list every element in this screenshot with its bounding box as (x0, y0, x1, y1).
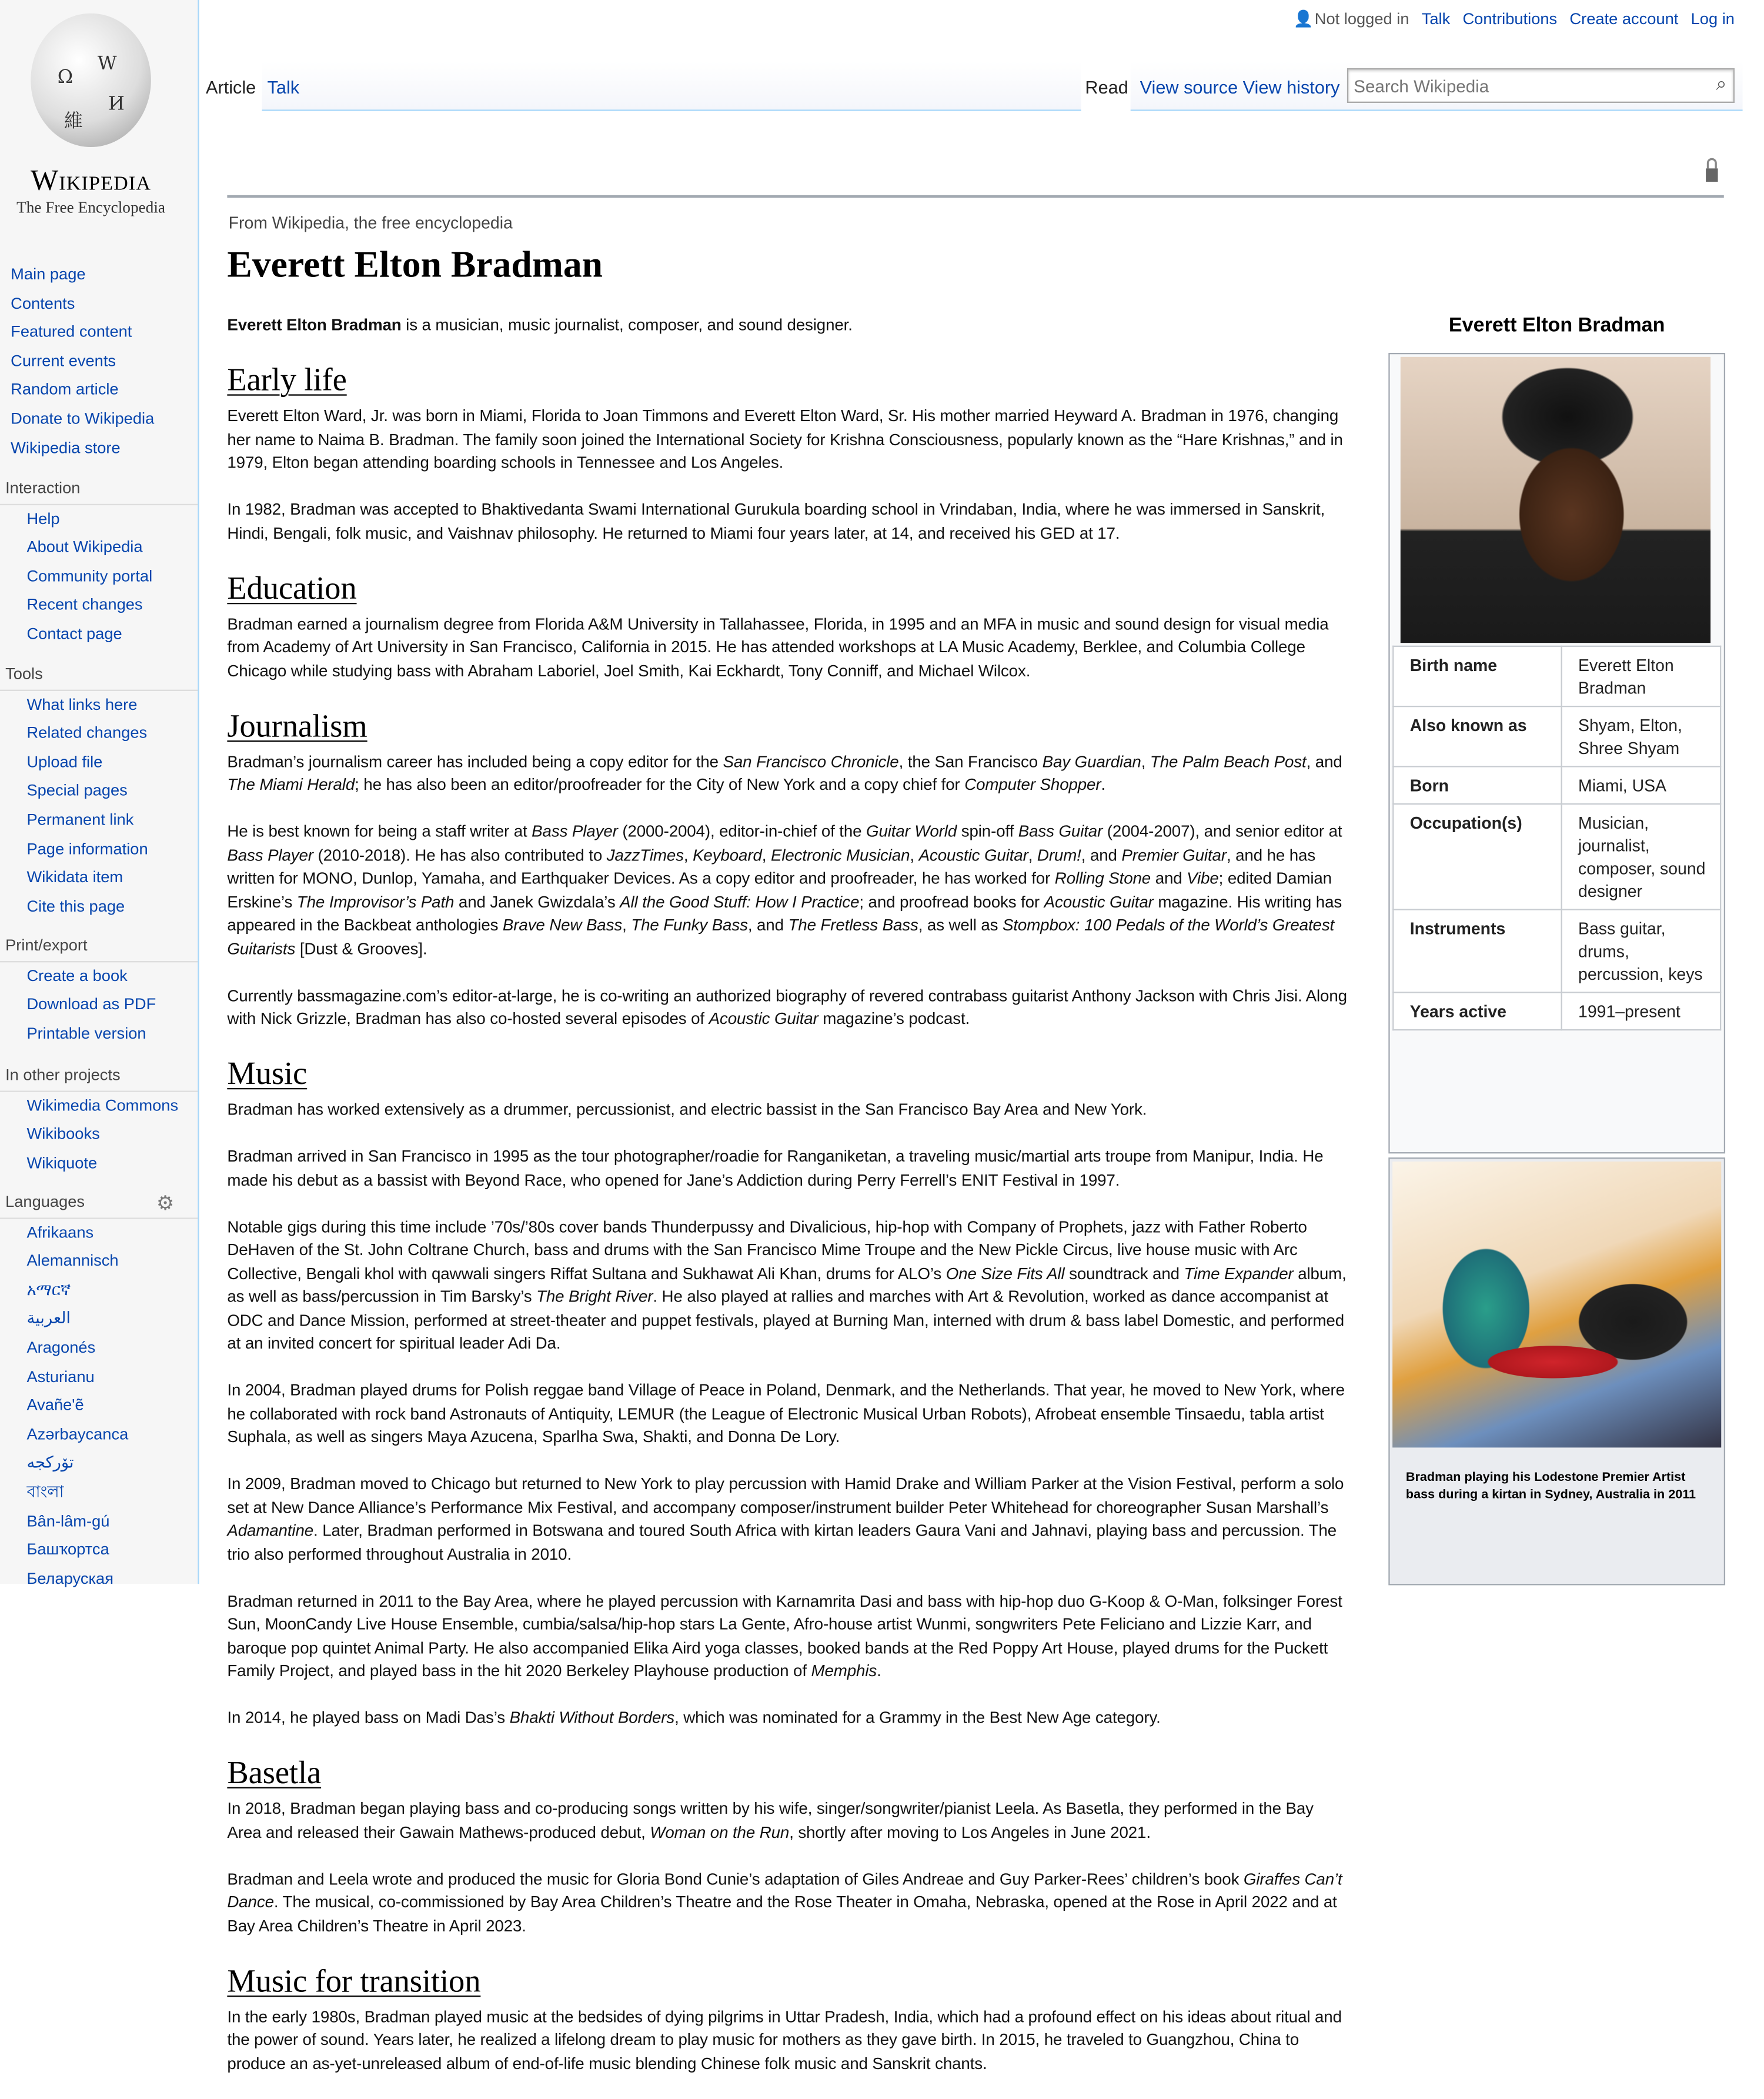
infobox-table (1392, 646, 1721, 1031)
article-body (227, 314, 1347, 2099)
sidebar-item[interactable]: Башҡортса (26, 1540, 109, 1559)
sidebar-item[interactable]: Asturianu (26, 1366, 95, 1386)
gear-icon[interactable]: ⚙ (156, 1192, 175, 1215)
puzzle-globe-icon: Ω W И 維 (31, 14, 151, 147)
italic-title: Brave New Bass (502, 915, 623, 935)
talk-link[interactable]: Talk (1421, 9, 1451, 28)
infobox-label: Also known as (1393, 706, 1561, 766)
not-logged-in: Not logged in (1314, 9, 1409, 28)
tab-view-source[interactable]: View source (1140, 77, 1238, 98)
italic-title: The Miami Herald (227, 775, 355, 794)
italic-title: Bass Guitar (1018, 822, 1103, 841)
sidebar-item[interactable]: Contact page (26, 624, 122, 643)
paragraph: Bradman earned a journalism degree from Florida A&M University in Tallahassee, Florida, in 1995 and an MFA in music and sound design for visual media from Academy of Art University in San Francisco, California in 2015. He has attended workshops at LA Music Academy, Berklee, and Columbia College Chicago while studying bass with Abraham Laboriel, Joel Smith, Kai Eckhardt, Tony Conniff, and Michael Wilcox. (227, 614, 1329, 680)
tab-view-history[interactable]: View history (1242, 77, 1340, 98)
search-box (1347, 68, 1735, 103)
section-heading: Music (227, 1057, 308, 1092)
italic-title: Adamantine (227, 1521, 314, 1540)
nav-tools (0, 660, 198, 922)
italic-title: Computer Shopper (964, 775, 1101, 794)
italic-title: All the Good Stuff: How I Practice (620, 892, 860, 911)
sidebar-item[interactable]: Donate to Wikipedia (11, 409, 155, 428)
sidebar-item[interactable]: About Wikipedia (26, 538, 143, 556)
log-in-link[interactable]: Log in (1690, 9, 1735, 28)
infobox-row (1393, 646, 1720, 706)
nav-projects (0, 1062, 198, 1179)
sidebar-item[interactable]: Беларуская (26, 1569, 114, 1588)
sidebar-item[interactable]: What links here (26, 694, 138, 713)
italic-title: Drum! (1037, 845, 1081, 865)
nav-heading: Print/export (0, 932, 198, 962)
sidebar (0, 0, 199, 1588)
search-input[interactable] (1348, 69, 1690, 102)
italic-title: Bhakti Without Borders (509, 1708, 675, 1727)
italic-title: Time Expander (1184, 1263, 1294, 1283)
sidebar-item[interactable]: تۆرکجه (26, 1453, 74, 1473)
tab-talk[interactable]: Talk (267, 77, 300, 98)
section-heading: Early life (227, 363, 347, 399)
sidebar-item[interactable]: Wikidata item (26, 867, 123, 887)
sidebar-item[interactable]: Current events (11, 351, 116, 371)
sidebar-item[interactable]: Featured content (11, 322, 132, 341)
sidebar-item[interactable]: Wikibooks (26, 1124, 100, 1143)
personal-tools (1285, 9, 1735, 28)
italic-title: Bay Guardian (1042, 752, 1141, 771)
sidebar-item[interactable]: Avañe'ẽ (26, 1396, 84, 1414)
paragraph: Bradman arrived in San Francisco in 1995 as the tour photographer/roadie for Ranganiketan, a traveling music/martial arts troupe from Manipur, India. He made his debut as a bassist with Beyond Race, who opened for Jane’s Addiction during Perry Ferrell’s ENIT Festival in 1997. (227, 1146, 1324, 1189)
paragraph: In the early 1980s, Bradman played music at the bedsides of dying pilgrims in Uttar Pradesh, India, which had a profound effect on his ideas about ritual and the power of sound. Years later, he realized a lifelong dream to play music for mothers as they gave birth. In 2015, he traveled to Guangzhou, China to produce an as-yet-unreleased album of end-of-life music blending Chinese folk music and Sanskrit chants. (227, 2007, 1342, 2073)
infobox-label: Instruments (1393, 910, 1561, 993)
tab-article[interactable]: Article (205, 77, 256, 98)
create-account-link[interactable]: Create account (1569, 9, 1679, 28)
italic-title: Woman on the Run (650, 1822, 790, 1841)
paragraph: He is best known for being a staff writer at Bass Player (2000-2004), editor-in-chief of the Guitar World spin-off Bass Guitar (2004-2007), and senior editor at Bass Player (2010-2018). He has also contributed to JazzTimes, Keyboard, Electronic Musician, Acoustic Guitar, Drum!, and Premier Guitar, and he has written for MONO, Dunlop, Yamaha, and Earthquaker Devices. As a copy editor and proofreader, he has worked for Rolling Stone and Vibe; edited Damian Erskine’s The Improvisor’s Path and Janek Gwizdala’s All the Good Stuff: How I Practice; and proofread books for Acoustic Guitar magazine. His writing has appeared in the Backbeat anthologies Brave New Bass, The Funky Bass, and The Fretless Bass, as well as Stompbox: 100 Pedals of the World’s Greatest Guitarists [Dust & Grooves]. (227, 822, 1342, 958)
sidebar-item[interactable]: Create a book (26, 966, 128, 985)
italic-title: Bass Player (532, 822, 618, 841)
paragraph: Currently bassmagazine.com’s editor-at-large, he is co-writing an authorized biography of revered contrabass guitarist Anthony Jackson with Chris Jisi. Along with Nick Grizzle, Bradman has also co-hosted several episodes of Acoustic Guitar magazine’s podcast. (227, 986, 1347, 1028)
infobox-label: Occupation(s) (1393, 804, 1561, 910)
italic-title: Stompbox: 100 Pedals of the World’s Greatest Guitarists (227, 915, 1335, 958)
paragraph: In 2004, Bradman played drums for Polish reggae band Village of Peace in Poland, Denmark, and the Netherlands. That year, he moved to New York, where he collaborated with rock band Astronauts of Antiquity, LEMUR (the League of Electronic Musical Urban Robots), Afrobeat ensemble Tinsaedu, tabla artist Suphala, as well as singers Maya Azucena, Sparlha Swa, Shakti, and Donna De Lory. (227, 1380, 1345, 1447)
nav-heading: In other projects (0, 1062, 198, 1092)
section-heading: Music for transition (227, 1964, 481, 1999)
photo-figure (1388, 1157, 1725, 1585)
sidebar-item[interactable]: Upload file (26, 752, 103, 771)
search-icon[interactable]: ⌕ (1716, 72, 1727, 94)
infobox-value: Everett Elton Bradman (1562, 646, 1720, 706)
photo-caption: Bradman playing his Lodestone Premier Artist bass during a kirtan in Sydney, Australia in 2011 (1405, 1470, 1696, 1503)
infobox-label: Birth name (1393, 646, 1561, 706)
infobox-value: Miami, USA (1562, 766, 1720, 804)
lead-bold: Everett Elton Bradman (227, 315, 402, 335)
italic-title: Acoustic Guitar (709, 1009, 818, 1028)
italic-title: The Bright River (536, 1287, 653, 1306)
sidebar-item[interactable]: Download as PDF (26, 995, 156, 1014)
sidebar-item[interactable]: Page information (26, 839, 148, 858)
title-divider (227, 195, 1723, 198)
infobox-title: Everett Elton Bradman (1448, 314, 1665, 337)
nav-print (0, 932, 198, 1049)
paragraph: Everett Elton Ward, Jr. was born in Miami, Florida to Joan Timmons and Everett Elton Ward, Sr. His mother married Heyward A. Bradman in 1976, changing her name to Naima B. Bradman. The family soon joined the International Society for Krishna Consciousness, popularly known as the “Hare Krishnas,” and in 1979, Elton began attending boarding schools in Tennessee and Los Angeles. (227, 406, 1343, 472)
paragraph: In 2009, Bradman moved to Chicago but returned to New York to play percussion with Hamid Drake and William Parker at the Vision Festival, perform a solo set at New Dance Alliance’s Performance Mix Festival, and accompany composer/instrument builder Peter Whitehead for choreographer Susan Marshall’s Adamantine. Later, Bradman performed in Botswana and toured South Africa with kirtan leaders Gaura Vani and Jahnavi, playing bass and percussion. The trio also performed throughout Australia in 2010. (227, 1474, 1344, 1563)
sidebar-item[interactable]: Aragonés (26, 1337, 96, 1357)
italic-title: Bass Player (227, 845, 313, 865)
paragraph: Bradman’s journalism career has included being a copy editor for the San Francisco Chronicle, the San Francisco Bay Guardian, The Palm Beach Post, and The Miami Herald; he has also been an editor/proofreader for the City of New York and a copy chief for Computer Shopper. (227, 752, 1342, 794)
italic-title: JazzTimes (606, 845, 684, 865)
sidebar-item[interactable]: Wikiquote (26, 1153, 98, 1172)
infobox-row (1393, 910, 1720, 993)
sidebar-item[interactable]: Alemannisch (26, 1251, 119, 1270)
italic-title: Electronic Musician (770, 845, 910, 865)
left-tab-bar (262, 62, 1081, 111)
infobox-value: Shyam, Elton, Shree Shyam (1562, 706, 1720, 766)
wikipedia-logo[interactable] (11, 14, 171, 228)
italic-title: Premier Guitar (1121, 845, 1227, 865)
lock-icon (1705, 156, 1719, 183)
sidebar-item[interactable]: العربية (26, 1309, 71, 1328)
sidebar-item[interactable]: Main page (11, 264, 86, 283)
italic-title: Memphis (811, 1661, 877, 1680)
italic-title: The Fretless Bass (788, 915, 918, 935)
sidebar-item[interactable]: বাংলা (26, 1482, 64, 1501)
section-heading: Basetla (227, 1756, 322, 1791)
tab-read[interactable]: Read (1085, 77, 1128, 98)
nav-heading: Languages (0, 1188, 198, 1218)
lead-paragraph (227, 314, 1347, 338)
italic-title: The Palm Beach Post (1150, 752, 1307, 771)
nav-interaction (0, 475, 198, 649)
section-heading: Education (227, 571, 357, 606)
site-sub: From Wikipedia, the free encyclopedia (228, 213, 513, 233)
sidebar-item[interactable]: Cite this page (26, 896, 125, 916)
tagline: The Free Encyclopedia (16, 198, 165, 217)
infobox-label: Born (1393, 766, 1561, 804)
nav-main (0, 261, 198, 463)
user-icon: 👤 (1293, 9, 1314, 28)
paragraph: Bradman returned in 2011 to the Bay Area, where he played percussion with Karnamrita Dasi and bass with hip-hop duo G-Koop & O-Man, folksinger Forest Sun, MoonCandy Live House Ensemble, cumbia/salsa/hip-hop stars La Gente, Afro-house artist Wunmi, songwriters Pete Feliciano and Lizzie Karr, and baroque pop quintet Animal Party. He also accompanied Elika Aird yoga classes, booked bands at the Red Poppy Art House, played drums for the Puckett Family Project, and played bass in the hit 2020 Berkeley Playhouse production of Memphis. (227, 1591, 1342, 1680)
italic-title: Giraffes Can’t Dance (227, 1869, 1342, 1911)
sidebar-item[interactable]: Azərbaycanca (26, 1424, 129, 1443)
infobox-value: Bass guitar, drums, percussion, keys (1562, 910, 1720, 993)
nav-heading: Interaction (0, 475, 198, 505)
sidebar-item[interactable]: Special pages (26, 781, 128, 800)
infobox-value: Musician, journalist, composer, sound designer (1562, 804, 1720, 910)
italic-title: San Francisco Chronicle (723, 752, 899, 771)
sidebar-item[interactable]: Recent changes (26, 595, 143, 615)
italic-title: Keyboard (693, 845, 762, 865)
sidebar-item[interactable]: Help (26, 508, 60, 528)
infobox-row (1393, 992, 1720, 1030)
infobox (1388, 353, 1725, 1153)
wordmark: Wikipedia (30, 163, 152, 197)
infobox-value: 1991–present (1562, 992, 1720, 1030)
sidebar-item[interactable]: Wikimedia Commons (26, 1095, 179, 1114)
italic-title: Vibe (1187, 869, 1219, 888)
paragraph: Notable gigs during this time include ’70s/’80s cover bands Thunderpussy and Divalicious, hip-hop with Company of Prophets, jazz with Father Roberto DeHaven of the St. John Coltrane Church, bass and drums with the San Francisco Mime Troupe and the New Pickle Circus, live house music with Arc Collective, Bengali khol with qawwali singers Riffat Sultana and Sukhawat Ali Khan, drums for ALO’s One Size Fits All soundtrack and Time Expander album, as well as bass/percussion in Tim Barsky’s The Bright River. He also played at rallies and marches with Art & Revolution, worked as dance accompanist at ODC and Dance Mission, performed at street-theater and puppet festivals, played at Burning Man, interned with drum & bass label Domestic, and performed at an invited concert for spiritual leader Adi Da. (227, 1217, 1347, 1353)
italic-title: Acoustic Guitar (1044, 892, 1154, 911)
infobox-row (1393, 706, 1720, 766)
nav-languages (0, 1188, 198, 1593)
lead-text: is a musician, music journalist, composer, and sound designer. (401, 315, 853, 335)
sidebar-item[interactable]: Afrikaans (26, 1222, 94, 1242)
nav-heading: Tools (0, 660, 198, 690)
sidebar-item[interactable]: Permanent link (26, 810, 134, 829)
paragraph: In 2018, Bradman began playing bass and co-producing songs written by his wife, singer/songwriter/pianist Leela. As Basetla, they performed in the Bay Area and released their Gawain Mathews-produced debut, Woman on the Run, shortly after moving to Los Angeles in June 2021. (227, 1799, 1314, 1841)
infobox-row (1393, 766, 1720, 804)
paragraph: Bradman and Leela wrote and produced the music for Gloria Bond Cunie’s adaptation of Giles Andreae and Guy Parker-Rees’ children’s book Giraffes Can’t Dance. The musical, co-commissioned by Bay Area Children’s Theatre and the Rose Theater in Omaha, Nebraska, opened at the Rose in April 2022 and at Bay Area Children’s Theatre in April 2023. (227, 1869, 1342, 1935)
infobox-row (1393, 804, 1720, 910)
paragraph: Bradman has worked extensively as a drummer, percussionist, and electric bassist in the San Francisco Bay Area and New York. (227, 1100, 1147, 1119)
sidebar-item[interactable]: Related changes (26, 723, 148, 742)
section-heading: Journalism (227, 709, 368, 744)
portrait-photo[interactable] (1401, 357, 1710, 643)
contributions-link[interactable]: Contributions (1462, 9, 1558, 28)
paragraph: In 1982, Bradman was accepted to Bhaktivedanta Swami International Gurukula boarding school in Vrindaban, India, where he was immersed in Sanskrit, Hindi, Bengali, folk music, and Vaishnav philosophy. He returned to Miami four years later, at 14, and received his GED at 17. (227, 499, 1325, 542)
sidebar-item[interactable]: አማርኛ (26, 1280, 71, 1299)
italic-title: Acoustic Guitar (918, 845, 1028, 865)
infobox-label: Years active (1393, 992, 1561, 1030)
sidebar-item[interactable]: Printable version (26, 1023, 146, 1043)
sidebar-item[interactable]: Wikipedia store (11, 438, 121, 457)
sidebar-item[interactable]: Random article (11, 380, 119, 399)
bass-performance-photo[interactable] (1392, 1162, 1721, 1447)
sidebar-item[interactable]: Bân-lâm-gú (26, 1511, 110, 1530)
paragraph: In 2014, he played bass on Madi Das’s Bhakti Without Borders, which was nominated for a Grammy in the Best New Age category. (227, 1708, 1161, 1727)
italic-title: One Size Fits All (946, 1263, 1065, 1283)
sidebar-item[interactable]: Contents (11, 293, 75, 312)
italic-title: Rolling Stone (1054, 869, 1151, 888)
italic-title: The Improvisor’s Path (296, 892, 455, 911)
italic-title: The Funky Bass (631, 915, 748, 935)
sidebar-item[interactable]: Community portal (26, 566, 153, 585)
page-title: Everett Elton Bradman (227, 244, 603, 286)
italic-title: Guitar World (866, 822, 957, 841)
